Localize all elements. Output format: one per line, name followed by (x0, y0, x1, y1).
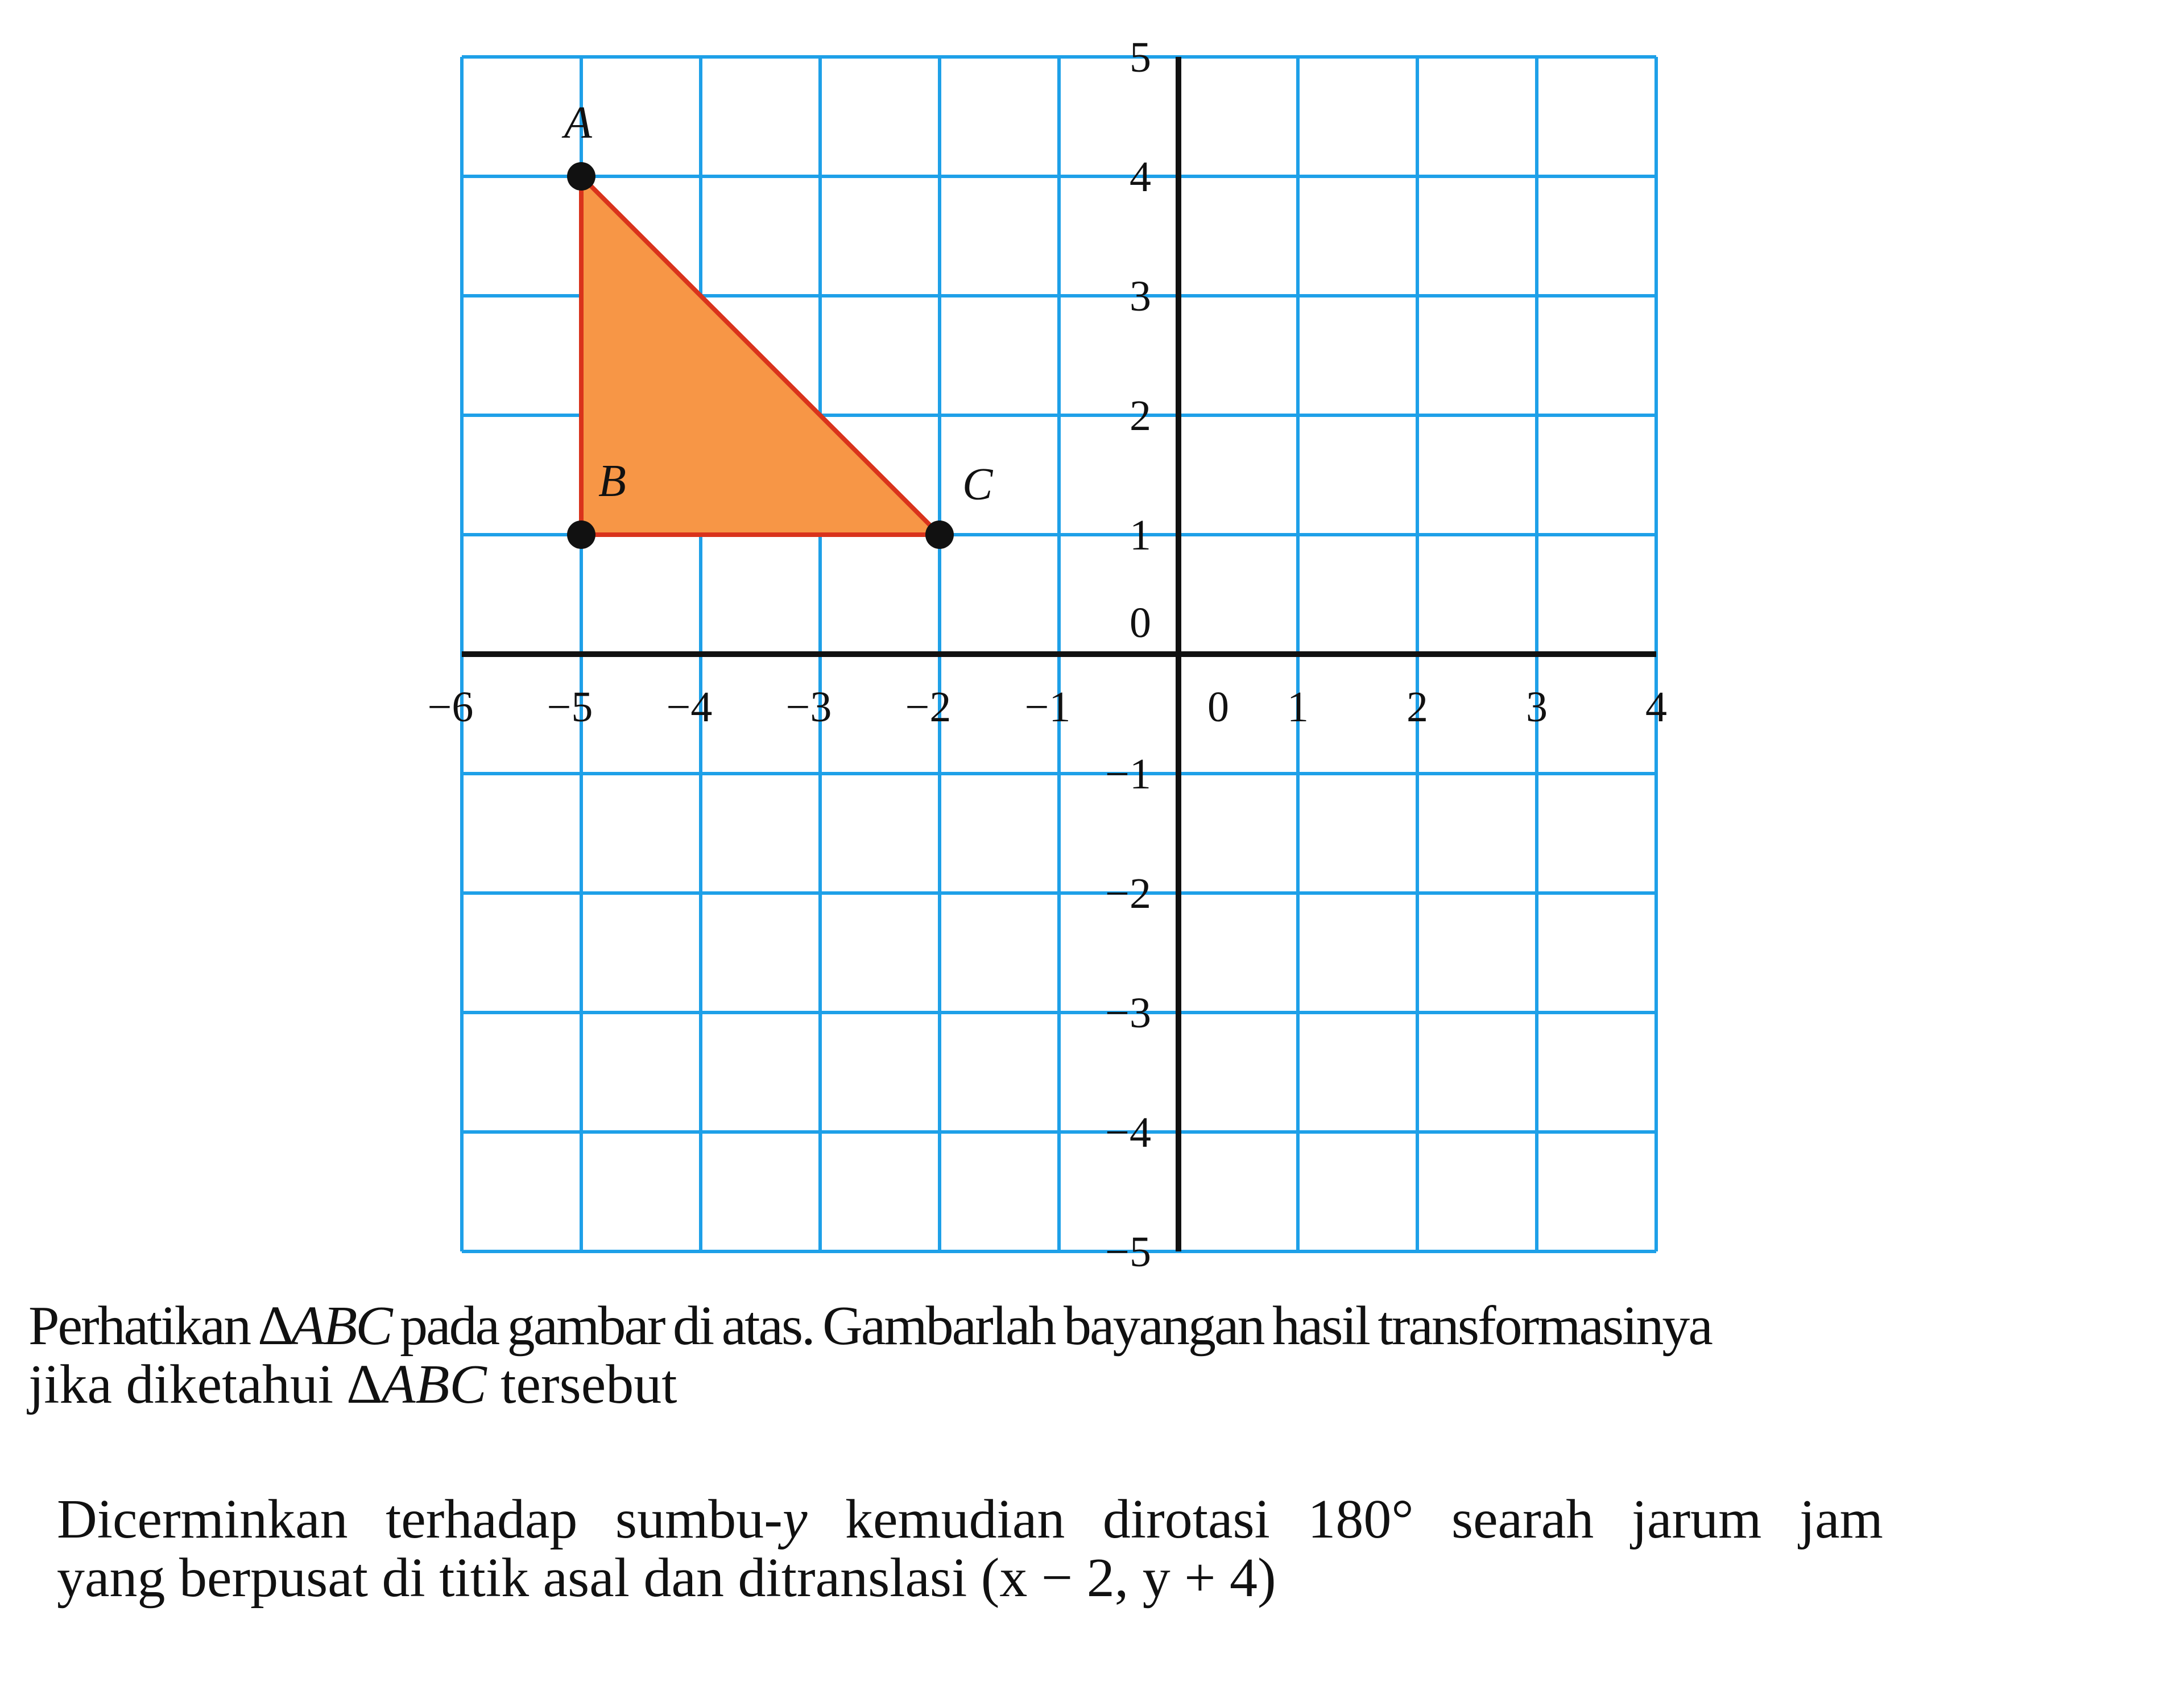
x-tick-label: −6 (427, 683, 474, 731)
y-tick-label: 4 (1130, 153, 1151, 201)
x-tick-label: 0 (1207, 683, 1229, 731)
point-c (925, 520, 954, 549)
triangle-abc (581, 176, 940, 535)
y-tick-label: −3 (1105, 989, 1151, 1037)
question-line-1: Perhatikan ∆ABC pada gambar di atas. Gambarlah bayangan hasil transformasinya (28, 1295, 1711, 1357)
y-tick-label: 2 (1130, 392, 1151, 440)
question-paragraph (28, 1297, 2156, 1414)
triangle-polygon (581, 176, 940, 535)
y-tick-label: 3 (1130, 272, 1151, 320)
x-tick-label: −3 (785, 683, 832, 731)
point-label-a: A (564, 98, 592, 148)
point-label-c: C (962, 460, 993, 510)
triangle-notation: ∆ABC (347, 1353, 487, 1415)
y-tick-label: 5 (1130, 34, 1151, 81)
question-line-2: jika diketahui ∆ABC tersebut (28, 1353, 677, 1415)
transformation-instructions (57, 1490, 2093, 1608)
x-tick-label: −2 (905, 683, 952, 731)
y-tick-label: 0 (1130, 599, 1151, 647)
instruction-line-2: yang berpusat di titik asal dan ditranslasi (x − 2, y + 4) (57, 1547, 1276, 1609)
y-tick-label: −1 (1105, 750, 1151, 798)
point-label-b: B (598, 456, 626, 506)
x-tick-label: −5 (547, 683, 593, 731)
x-tick-label: 1 (1287, 683, 1309, 731)
x-tick-label: 2 (1407, 683, 1428, 731)
point-a (567, 162, 595, 191)
y-tick-label: −2 (1105, 870, 1151, 918)
x-tick-label: −1 (1024, 683, 1071, 731)
point-b (567, 520, 595, 549)
triangle-notation: ∆ABC (258, 1295, 391, 1357)
x-tick-label: 4 (1645, 683, 1667, 731)
x-tick-label: 3 (1526, 683, 1548, 731)
y-tick-label: 1 (1130, 511, 1151, 559)
y-tick-label: −4 (1105, 1109, 1151, 1156)
x-tick-label: −4 (666, 683, 713, 731)
y-tick-label: −5 (1105, 1228, 1151, 1276)
instruction-line-1: Dicerminkan terhadap sumbu-y kemudian dirotasi 180° searah jarum jam (57, 1489, 1883, 1550)
